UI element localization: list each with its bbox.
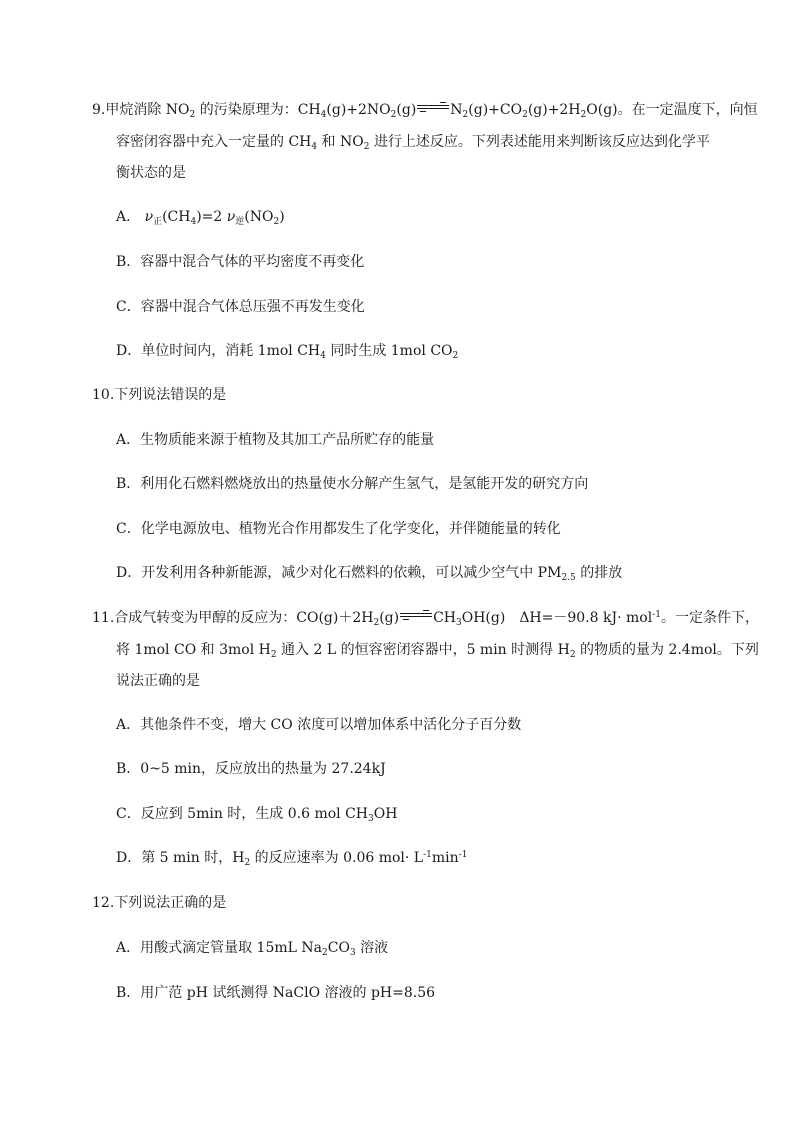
q11-option-d: D．第 5 min 时，$H_2$ 的反应速率为 0.06 $mol\cdot L^{-1}\min^{-1}$ — [116, 850, 468, 868]
q11-option-c: C．反应到 5min 时，生成 0.6 mol $CH_3OH$ — [116, 806, 398, 824]
q11-option-a: A．其他条件不变，增大 CO 浓度可以增加体系中活化分子百分数 — [116, 717, 522, 733]
reversible-arrow-icon — [416, 102, 450, 112]
q11-option-b: B．0~5 min，反应放出的热量为 27.24kJ — [116, 761, 386, 777]
q9-option-d: D．单位时间内，消耗 1mol $CH_4$ 同时生成 1mol $CO_2$ — [116, 343, 459, 361]
reversible-arrow-icon — [399, 610, 433, 620]
q12-option-a: A．用酸式滴定管量取 15mL $Na_2CO_3$ 溶液 — [116, 940, 389, 958]
q12-option-b: B．用广范 pH 试纸测得 NaClO 溶液的 pH=8.56 — [116, 985, 436, 1001]
q11-stem-line2: 将 1mol CO 和 3mol $H_2$ 通入 2 L 的恒容密闭容器中，5 min 时测得 $H_2$ 的物质的量为 2.4mol。下列 — [116, 642, 759, 660]
q10-stem: 10.下列说法错误的是 — [92, 387, 227, 403]
q9-stem-line1: 9.甲烷消除 $NO_2$ 的污染原理为：$CH_4(g)+2NO_2(g)$ $N_2(g)+CO_2(g)+2H_2O(g)$。在一定温度下，向恒 — [92, 102, 758, 120]
q9-stem-line3: 衡状态的是 — [116, 165, 186, 181]
q9-option-c: C．容器中混合气体总压强不再发生变化 — [116, 299, 365, 315]
q11-stem-line1: 11.合成气转变为甲醇的反应为：$CO(g)+2H_2(g)$ $CH_3OH(g)$ ΔH=－90.8 kJ· mol$^{-1}$。一定条件下， — [92, 610, 759, 628]
q9-option-b: B．容器中混合气体的平均密度不再变化 — [116, 254, 365, 270]
q9-option-a: A． $\nu_正(CH_4)=2$ $\nu_逆(NO_2)$ — [116, 209, 285, 227]
q10-option-a: A．生物质能来源于植物及其加工产品所贮存的能量 — [116, 432, 435, 448]
q12-stem: 12.下列说法正确的是 — [92, 895, 227, 911]
q9-stem-line2: 容密闭容器中充入一定量的 $CH_4$ 和 $NO_2$ 进行上述反应。下列表述能用来判断该反应达到化学平 — [116, 134, 710, 152]
q10-option-c: C．化学电源放电、植物光合作用都发生了化学变化，并伴随能量的转化 — [116, 521, 561, 537]
q11-stem-line3: 说法正确的是 — [116, 673, 200, 689]
q10-option-b: B．利用化石燃料燃烧放出的热量使水分解产生氢气，是氢能开发的研究方向 — [116, 476, 589, 492]
q10-option-d: D．开发利用各种新能源，减少对化石燃料的依赖，可以减少空气中 $PM_{2.5}$ 的排放 — [116, 565, 623, 583]
